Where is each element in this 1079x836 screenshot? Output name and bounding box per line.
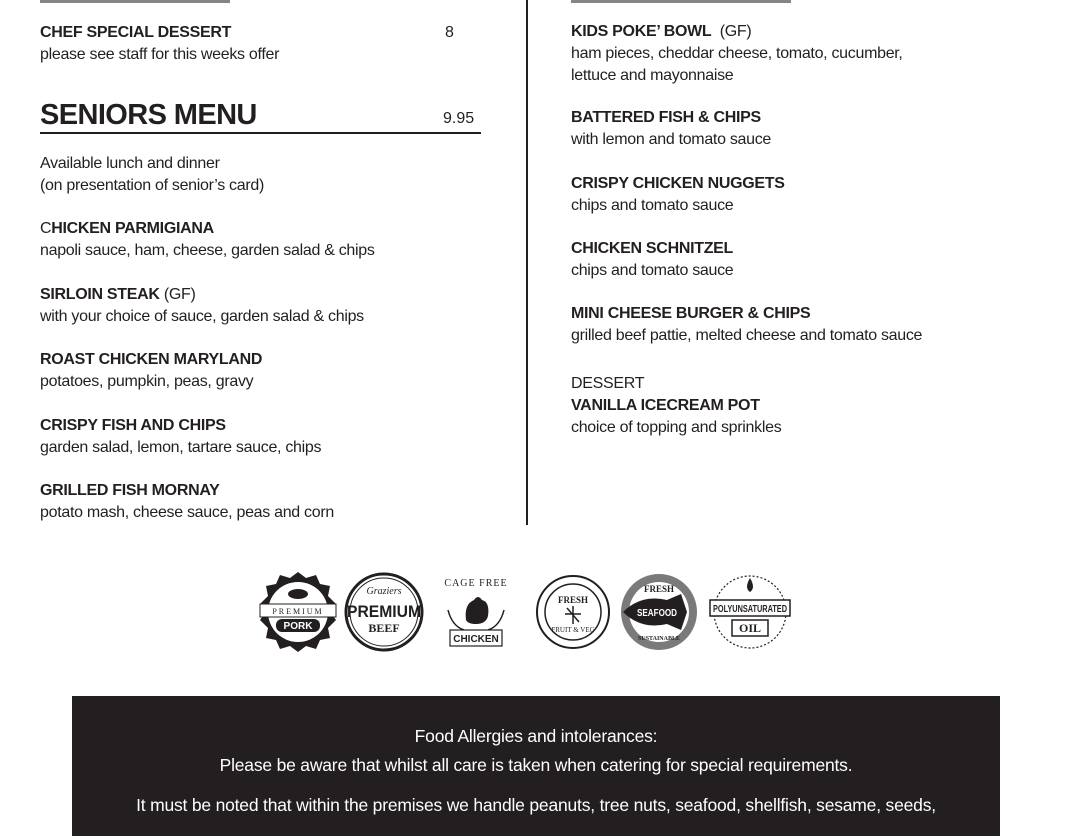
fresh-fruit-veg-logo bbox=[531, 570, 615, 654]
menu-item-battered-fish-chips bbox=[571, 107, 771, 151]
item-name: CHICKEN SCHNITZEL bbox=[571, 240, 734, 257]
menu-item-kids-poke-bowl bbox=[571, 21, 903, 87]
svg-text:OIL: OIL bbox=[738, 621, 762, 635]
svg-text:SUSTAINABLE: SUSTAINABLE bbox=[638, 636, 680, 642]
item-name: SIRLOIN STEAK bbox=[40, 286, 160, 303]
allergy-allergens: It must be noted that within the premises we handle peanuts, tree nuts, seafood, shellfish, sesame, seeds, bbox=[136, 795, 936, 815]
menu-item-grilled-fish-mornay bbox=[40, 480, 334, 524]
item-description: garden salad, lemon, tartare sauce, chips bbox=[40, 439, 322, 456]
allergy-disclaimer: Please be aware that whilst all care is taken when catering for special requirements. bbox=[219, 755, 853, 775]
svg-text:FRESH: FRESH bbox=[643, 584, 675, 594]
polyunsaturated-oil-logo bbox=[708, 570, 792, 654]
item-description: chips and tomato sauce bbox=[571, 262, 734, 279]
seniors-availability-note bbox=[40, 153, 264, 197]
item-description: choice of topping and sprinkles bbox=[571, 419, 782, 436]
item-name: CRISPY CHICKEN NUGGETS bbox=[571, 175, 785, 192]
item-description: ham pieces, cheddar cheese, tomato, cucumber, bbox=[571, 45, 903, 62]
cage-free-chicken-logo bbox=[434, 570, 518, 654]
fresh-seafood-logo bbox=[617, 570, 701, 654]
section-underline bbox=[40, 132, 481, 134]
item-name: GRILLED FISH MORNAY bbox=[40, 482, 220, 499]
item-description: with your choice of sauce, garden salad & chips bbox=[40, 308, 364, 325]
item-description: napoli sauce, ham, cheese, garden salad & chips bbox=[40, 242, 375, 259]
svg-text:PREMIUM: PREMIUM bbox=[347, 602, 421, 621]
svg-text:PREMIUM: PREMIUM bbox=[272, 607, 324, 616]
svg-text:PORK: PORK bbox=[283, 621, 313, 632]
dietary-tag: (GF) bbox=[159, 286, 196, 303]
allergy-heading: Food Allergies and intolerances: bbox=[414, 726, 658, 746]
svg-text:CAGE FREE: CAGE FREE bbox=[444, 578, 508, 589]
svg-text:BEEF: BEEF bbox=[368, 621, 400, 635]
item-description: grilled beef pattie, melted cheese and tomato sauce bbox=[571, 327, 923, 344]
item-name-initial: C bbox=[40, 220, 52, 237]
menu-item-mini-cheese-burger bbox=[571, 303, 922, 347]
menu-item-sirloin-steak bbox=[40, 284, 364, 328]
svg-text:FRESH: FRESH bbox=[557, 595, 589, 605]
menu-item-crispy-chicken-nuggets bbox=[571, 173, 785, 217]
menu-item-vanilla-icecream-pot bbox=[571, 373, 781, 439]
menu-item-chicken-parmigiana bbox=[40, 218, 375, 262]
allergy-notice bbox=[72, 696, 1000, 836]
column-divider bbox=[526, 0, 528, 525]
menu-item-chef-special-dessert bbox=[40, 22, 279, 66]
clipped-text-left bbox=[40, 0, 230, 3]
dietary-tag: (GF) bbox=[711, 23, 752, 40]
item-name: ROAST CHICKEN MARYLAND bbox=[40, 351, 263, 368]
item-name: MINI CHEESE BURGER & CHIPS bbox=[571, 305, 811, 322]
premium-beef-logo bbox=[342, 570, 426, 654]
premium-pork-logo bbox=[256, 570, 340, 654]
item-description: please see staff for this weeks offer bbox=[40, 46, 280, 63]
section-title-seniors-menu: SENIORS MENU bbox=[40, 99, 257, 131]
item-name: CRISPY FISH AND CHIPS bbox=[40, 417, 226, 434]
svg-text:POLYUNSATURATED: POLYUNSATURATED bbox=[713, 604, 787, 615]
svg-text:FRUIT & VEG: FRUIT & VEG bbox=[551, 626, 595, 634]
item-name: HICKEN PARMIGIANA bbox=[51, 220, 214, 237]
item-price: 8 bbox=[445, 24, 454, 41]
clipped-text-right bbox=[571, 0, 791, 3]
item-name: KIDS POKE’ BOWL bbox=[571, 23, 712, 40]
dessert-label: DESSERT bbox=[571, 375, 645, 392]
item-name: VANILLA ICECREAM POT bbox=[571, 397, 760, 414]
svg-text:Graziers: Graziers bbox=[366, 586, 402, 597]
availability-line: Available lunch and dinner bbox=[40, 155, 220, 172]
menu-item-roast-chicken-maryland bbox=[40, 349, 262, 393]
availability-line: (on presentation of senior’s card) bbox=[40, 177, 265, 194]
svg-text:CHICKEN: CHICKEN bbox=[453, 634, 499, 645]
svg-text:SEAFOOD: SEAFOOD bbox=[637, 608, 677, 619]
section-price: 9.95 bbox=[443, 110, 475, 127]
item-description: chips and tomato sauce bbox=[571, 197, 734, 214]
item-description: with lemon and tomato sauce bbox=[571, 131, 772, 148]
menu-item-crispy-fish-and-chips bbox=[40, 415, 321, 459]
item-description: lettuce and mayonnaise bbox=[571, 67, 734, 84]
item-description: potato mash, cheese sauce, peas and corn bbox=[40, 504, 334, 521]
item-name: CHEF SPECIAL DESSERT bbox=[40, 24, 232, 41]
menu-item-chicken-schnitzel bbox=[571, 238, 733, 282]
item-name: BATTERED FISH & CHIPS bbox=[571, 109, 761, 126]
item-description: potatoes, pumpkin, peas, gravy bbox=[40, 373, 254, 390]
